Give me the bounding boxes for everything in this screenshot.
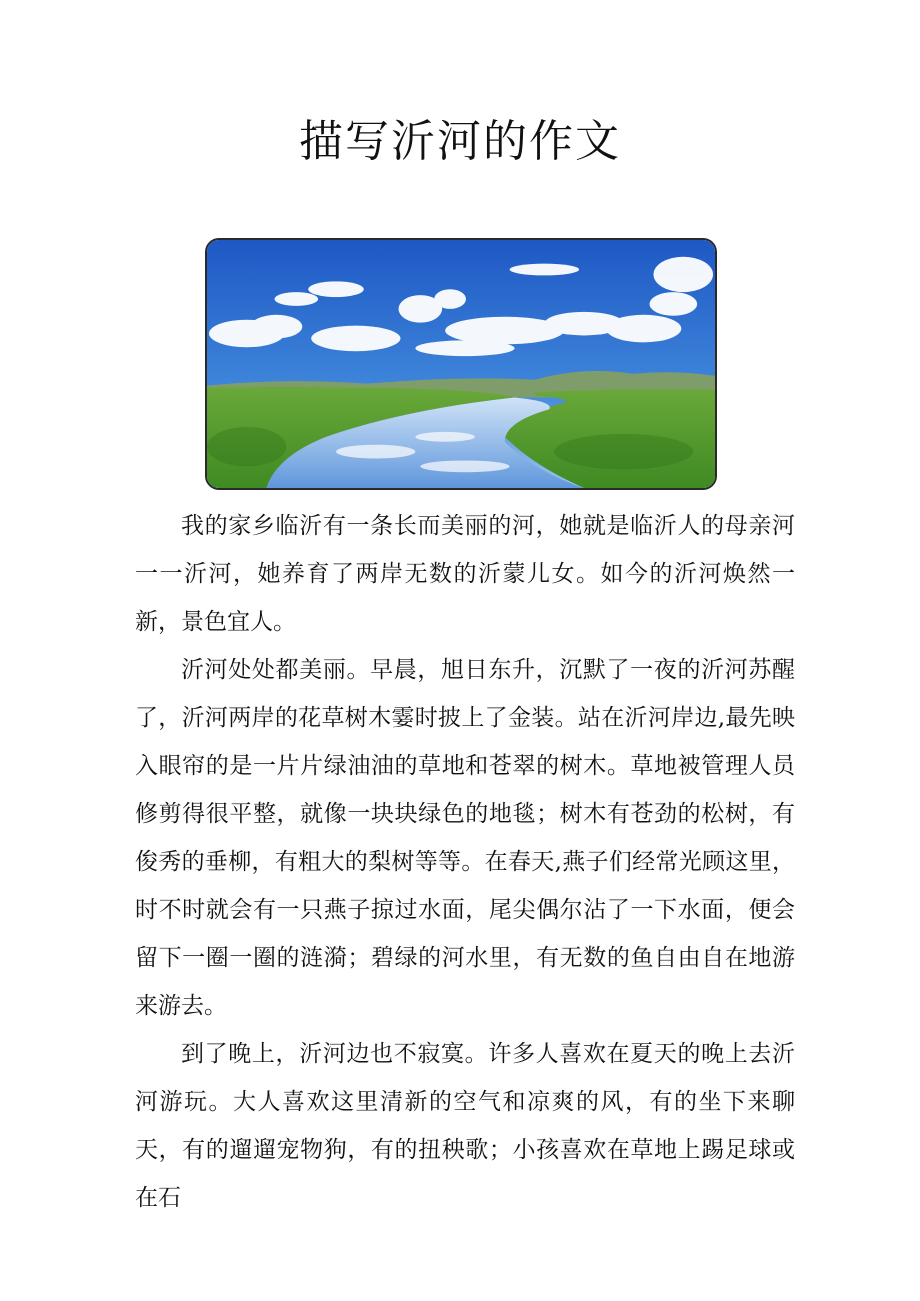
paragraph-2: 沂河处处都美丽。早晨，旭日东升，沉默了一夜的沂河苏醒了，沂河两岸的花草树木霎时披上了金装。站在沂河岸边,最先映入眼帘的是一片片绿油油的草地和苍翠的树木。草地被管理人员修剪得很平整，就像一块块绿色的地毯；树木有苍劲的松树，有俊秀的垂柳，有粗大的梨树等等。在春天,燕子们经常光顾这里，时不时就会有一只燕子掠过水面，尾尖偶尔沾了一下水面，便会留下一圈一圈的涟漪；碧绿的河水里，有无数的鱼自由自在地游来游去。 — [135, 657, 795, 1019]
article-body — [135, 502, 795, 1222]
document-title: 描写沂河的作文 — [299, 116, 621, 167]
paragraph-1: 我的家乡临沂有一条长而美丽的河，她就是临沂人的母亲河一一沂河，她养育了两岸无数的沂蒙儿女。如今的沂河焕然一新，景色宜人。 — [135, 513, 795, 635]
landscape-photo — [205, 238, 717, 490]
river-landscape-icon — [207, 240, 715, 488]
paragraph-3: 到了晚上，沂河边也不寂寞。许多人喜欢在夏天的晚上去沂河游玩。大人喜欢这里清新的空气和凉爽的风，有的坐下来聊天，有的遛遛宠物狗，有的扭秧歌；小孩喜欢在草地上踢足球或在石 — [135, 1041, 795, 1211]
